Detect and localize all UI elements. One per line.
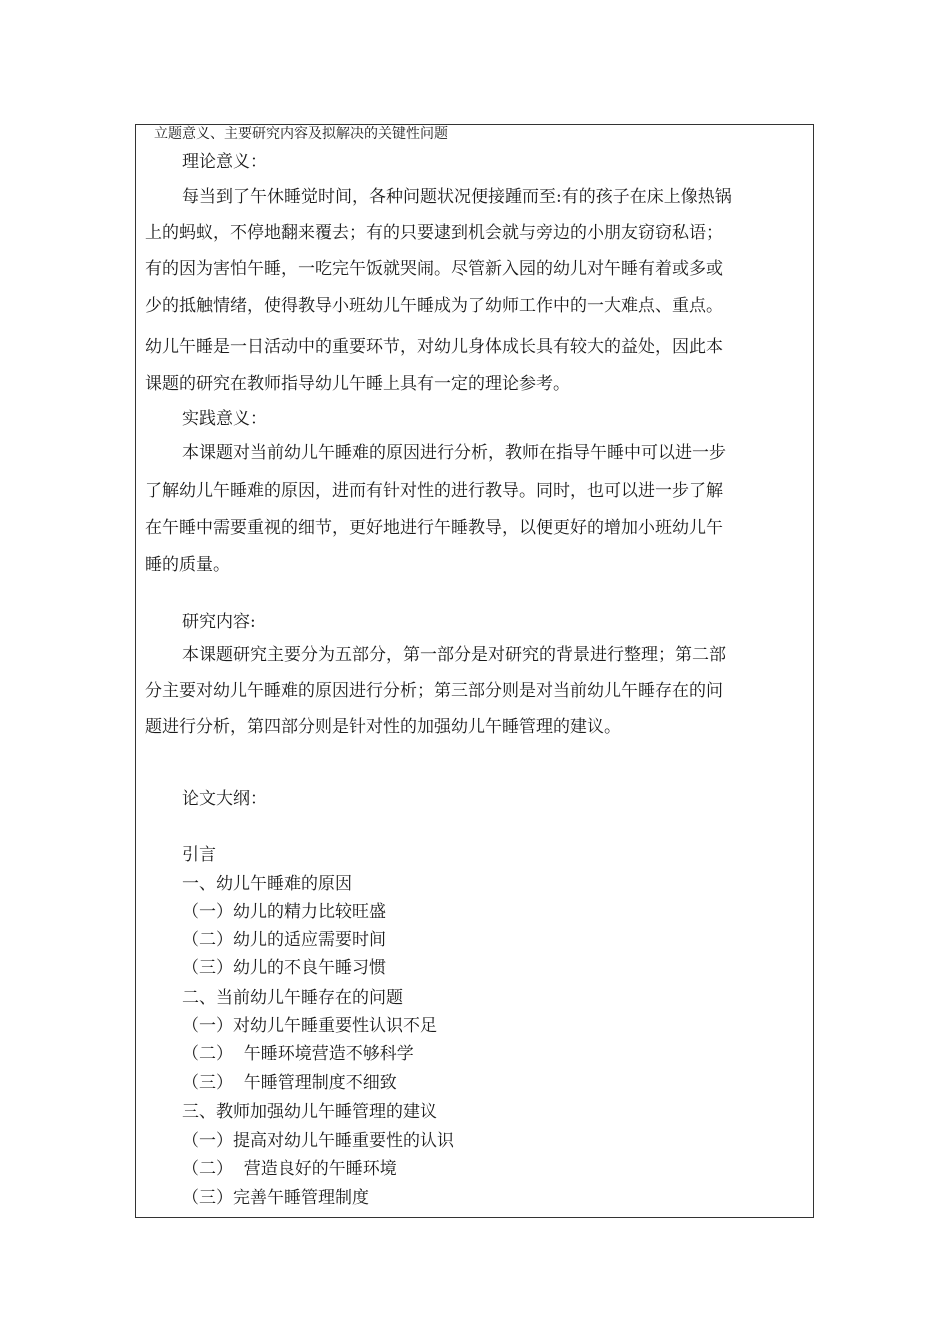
content-line-1: 本课题研究主要分为五部分，第一部分是对研究的背景进行整理；第二部 — [182, 645, 726, 665]
practice-line-2: 了解幼儿午睡难的原因，进而有针对性的进行教导。同时，也可以进一步了解 — [145, 481, 723, 501]
outline-item: （一）提高对幼儿午睡重要性的认识 — [182, 1131, 454, 1151]
theory-title: 理论意义： — [182, 152, 267, 172]
theory-line-4: 少的抵触情绪，使得教导小班幼儿午睡成为了幼师工作中的一大难点、重点。 — [145, 296, 723, 316]
outline-item: （三）幼儿的不良午睡习惯 — [182, 958, 386, 978]
outline-intro: 引言 — [182, 845, 216, 865]
practice-title: 实践意义： — [182, 409, 267, 429]
practice-line-3: 在午睡中需要重视的细节，更好地进行午睡教导，以便更好的增加小班幼儿午 — [145, 518, 723, 538]
content-title: 研究内容: — [182, 612, 256, 632]
practice-line-4: 睡的质量。 — [145, 555, 230, 575]
theory-line-6: 课题的研究在教师指导幼儿午睡上具有一定的理论参考。 — [145, 374, 570, 394]
section-header: 立题意义、主要研究内容及拟解决的关键性问题 — [154, 126, 448, 142]
outline-item: 一、幼儿午睡难的原因 — [182, 874, 352, 894]
outline-item: （三） 午睡管理制度不细致 — [182, 1073, 397, 1093]
theory-line-1: 每当到了午休睡觉时间，各种问题状况便接踵而至:有的孩子在床上像热锅 — [182, 187, 732, 207]
content-line-3: 题进行分析，第四部分则是针对性的加强幼儿午睡管理的建议。 — [145, 717, 621, 737]
outline-item: （三）完善午睡管理制度 — [182, 1188, 369, 1208]
theory-line-3: 有的因为害怕午睡，一吃完午饭就哭闹。尽管新入园的幼儿对午睡有着或多或 — [145, 259, 723, 279]
outline-title: 论文大纲： — [182, 789, 267, 809]
outline-item: （二） 午睡环境营造不够科学 — [182, 1044, 414, 1064]
outline-item: （一）幼儿的精力比较旺盛 — [182, 902, 386, 922]
outline-item: （二）幼儿的适应需要时间 — [182, 930, 386, 950]
outline-item: 二、当前幼儿午睡存在的问题 — [182, 988, 403, 1008]
theory-line-5: 幼儿午睡是一日活动中的重要环节，对幼儿身体成长具有较大的益处，因此本 — [145, 337, 723, 357]
content-line-2: 分主要对幼儿午睡难的原因进行分析；第三部分则是对当前幼儿午睡存在的问 — [145, 681, 723, 701]
theory-line-2: 上的蚂蚁，不停地翻来覆去；有的只要逮到机会就与旁边的小朋友窃窃私语； — [145, 223, 723, 243]
outline-item: 三、教师加强幼儿午睡管理的建议 — [182, 1102, 437, 1122]
outline-item: （一）对幼儿午睡重要性认识不足 — [182, 1016, 437, 1036]
outline-item: （二） 营造良好的午睡环境 — [182, 1159, 397, 1179]
practice-line-1: 本课题对当前幼儿午睡难的原因进行分析，教师在指导午睡中可以进一步 — [182, 443, 726, 463]
